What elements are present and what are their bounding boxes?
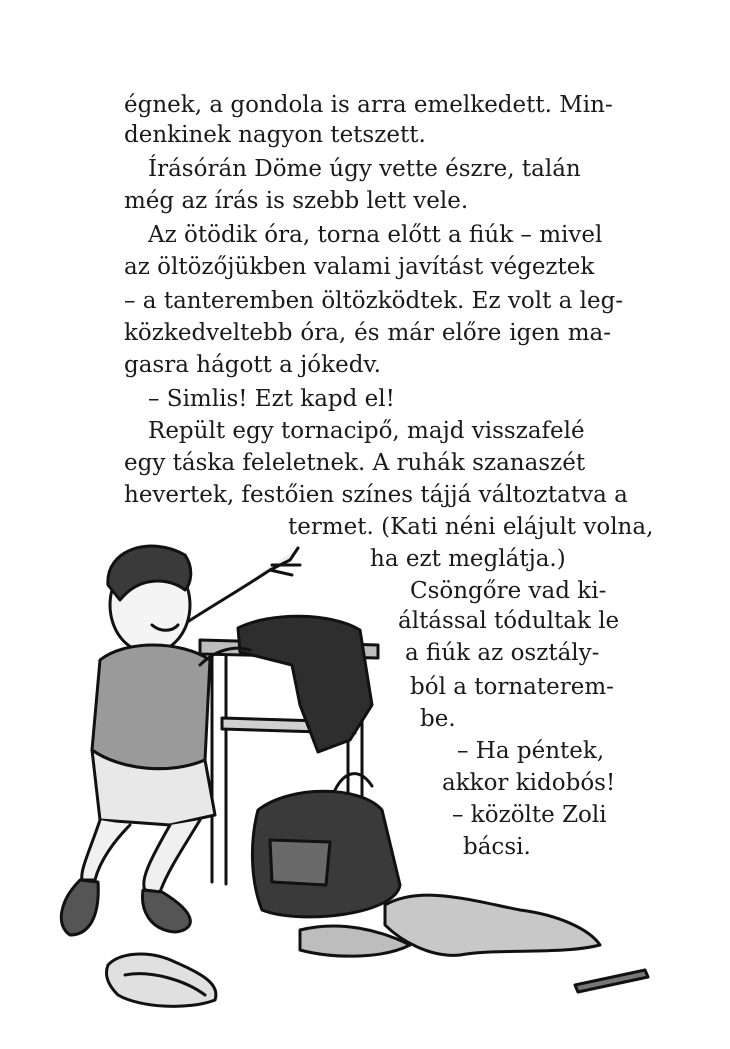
text-line-12: egy táska feleletnek. A ruhák szanaszét — [124, 450, 586, 476]
text-line-5: Az ötödik óra, torna előtt a fiúk – mivel — [148, 222, 603, 248]
text-line-9: gasra hágott a jókedv. — [124, 352, 381, 378]
text-line-21: – Ha péntek, — [457, 738, 605, 764]
text-line-10: – Simlis! Ezt kapd el! — [148, 386, 395, 412]
text-line-17: áltással tódultak le — [398, 608, 620, 634]
sneaker — [106, 954, 215, 1006]
text-line-22: akkor kidobós! — [442, 770, 616, 796]
clothes-pile — [385, 895, 600, 955]
text-line-15: ha ezt meglátja.) — [370, 546, 566, 572]
text-line-8: közkedveltebb óra, és már előre igen ma- — [124, 320, 611, 346]
text-line-1: égnek, a gondola is arra emelkedett. Min- — [124, 92, 613, 118]
text-line-16: Csöngőre vad ki- — [410, 578, 607, 604]
pencil — [575, 970, 648, 992]
text-line-13: hevertek, festőien színes tájjá változtatva a — [124, 482, 628, 508]
text-line-4: még az írás is szebb lett vele. — [124, 188, 469, 214]
text-line-18: a fiúk az osztály- — [405, 640, 600, 666]
text-line-11: Repült egy tornacipő, majd visszafelé — [148, 418, 585, 444]
text-line-20: be. — [420, 706, 456, 732]
text-line-23: – közölte Zoli — [452, 802, 607, 828]
text-line-19: ból a tornaterem- — [410, 674, 614, 700]
text-line-7: – a tanteremben öltözködtek. Ez volt a leg- — [124, 288, 624, 314]
text-line-14: termet. (Kati néni elájult volna, — [288, 514, 654, 540]
text-line-24: bácsi. — [463, 834, 531, 860]
text-line-2: denkinek nagyon tetszett. — [124, 122, 426, 148]
text-line-6: az öltözőjükben valami javítást végeztek — [124, 254, 595, 280]
text-line-3: Írásórán Döme úgy vette észre, talán — [148, 156, 581, 182]
